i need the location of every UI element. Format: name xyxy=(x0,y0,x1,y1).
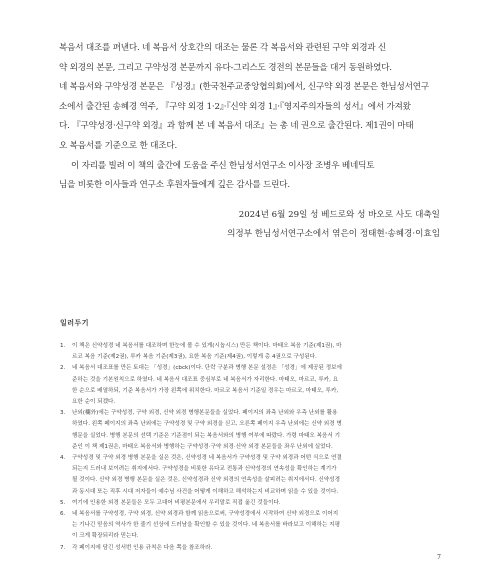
text-line: 약 외경의 본문, 그리고 구약성경 본문까지 유다-그리스도 경전의 본문들을 대거 동원하였다. xyxy=(59,62,392,73)
note-number: 3. xyxy=(60,410,66,417)
note-line: 르코 복음 기준(제2권), 루카 복음 기준(제3권), 요한 복음 기준(제4권), 이렇게 총 4권으로 구성된다. xyxy=(72,354,317,361)
note-number: 2. xyxy=(60,365,66,372)
note-text xyxy=(72,408,444,453)
note-number: 4. xyxy=(60,455,66,462)
note-item xyxy=(60,341,444,363)
note-line: 요한 순이 되겠다. xyxy=(72,399,116,406)
note-number: 1. xyxy=(60,343,66,349)
note-line: 한 순으로 배열하되, 기준 복음서가 가장 왼쪽에 위치한다. 마르코 복음서 기준일 경우는 마르코, 마태오, 루카, xyxy=(72,387,339,394)
preface-paragraph-1 xyxy=(59,39,443,157)
note-line: 난외(欄外)에는 구약성경, 구약 외경, 신약 외경 병행본문들을 실었다. 페이지의 좌측 난외와 우측 난외를 활용 xyxy=(72,410,338,417)
note-number: 7. xyxy=(60,544,66,551)
note-number: 5. xyxy=(60,499,66,506)
note-line: 이 책은 신약성경 네 복음서를 대조하며 한눈에 볼 수 있게(시놉시스) 만든 책이다. 마태오 복음 기준(제1권), 마 xyxy=(72,343,342,349)
note-line: 준하는 것을 기본원칙으로 하였다. 네 복음서 대조표 중심부로 네 복음서가 자리한다. 마태오, 마르코, 루카, 요 xyxy=(72,376,339,383)
page-number: 7 xyxy=(437,554,441,561)
note-number: 6. xyxy=(60,511,66,518)
text-line: 님을 비롯한 이사들과 연구소 후원자들에게 깊은 감사를 드린다. xyxy=(59,180,290,191)
signature-authors: 의정부 한님성서연구소에서 엮은이 정태현·송혜경·이효임 xyxy=(227,229,440,239)
note-line: 과 동시대 또는 직후 시대 저자들이 예수님 사건을 어떻게 이해하고 해석하는지 비교하며 읽을 수 있을 것이다. xyxy=(72,488,339,495)
note-line: 구약성경 및 구약 외경 병행 본문을 실은 것은, 신약성경 네 복음서가 구약성경 및 구약 외경과 어떤 식으로 연결 xyxy=(72,455,342,462)
note-text xyxy=(72,498,444,509)
note-item xyxy=(60,509,444,543)
note-item xyxy=(60,543,444,554)
note-text xyxy=(72,341,444,363)
note-text xyxy=(72,363,444,408)
signature-block xyxy=(227,206,440,244)
note-line: 준인 이 책 제1권은, 마태오 복음서와 병행하는 구약성경·구약 외경·신약 외경 본문들을 좌우 난외에 실었다. xyxy=(72,443,333,450)
text-line: 오 복음서를 기준으로 한 대조다. xyxy=(59,140,177,151)
note-line: 하였다. 왼쪽 페이지의 좌측 난외에는 구약성경 및 구약 외경을 싣고, 오른쪽 페이지 우측 난외에는 신약 외경 병 xyxy=(72,421,342,428)
preface-body xyxy=(59,39,443,196)
note-line: 행문을 실었다. 병행 본문의 선택 기준은 기준점이 되는 복음서와의 병행 여부에 따랐다. 가령 마태오 복음서 기 xyxy=(72,432,340,439)
note-line: 여기에 인용한 외경 본문들은 모두 고대어 비평본문에서 우리말로 직접 옮긴 것들이다. xyxy=(72,499,281,506)
note-line: 네 복음서를 구약성경, 구약 외경, 신약 외경과 함께 읽음으로써, 구약성경에서 시작하여 신약 외경으로 이어지 xyxy=(72,511,339,518)
note-text xyxy=(72,543,444,554)
text-line: 네 복음서와 구약성경 본문은 『성경』(한국천주교중앙협의회)에서, 신구약 외경 본문은 한님성서연구 xyxy=(59,82,429,93)
note-item xyxy=(60,453,444,498)
text-line: 다. 『구약성경·신구약 외경』과 함께 본 네 복음서 대조』는 총 네 권으로 출간된다. 제1권이 마태 xyxy=(59,121,414,132)
note-item xyxy=(60,363,444,408)
note-text xyxy=(72,453,444,498)
note-line: 될 것이다. 신약 외경 병행 본문을 실은 것은, 신약성경과 신약 외경의 연속성을 살피려는 취지에서다. 신약성경 xyxy=(72,477,340,484)
note-line: 각 페이지에 담긴 성서번 인용 규칙은 다음 쪽을 참조하라. xyxy=(72,544,213,551)
text-line: 소에서 출간된 송혜경 역주, 『구약 외경 1·2』·『신약 외경 1』·『영지주의자들의 성서』에서 가져왔 xyxy=(59,101,411,112)
text-line: 복음서 대조를 펴낸다. 네 복음서 상호간의 대조는 물론 각 복음서와 관련된 구약 외경과 신 xyxy=(59,43,387,53)
note-item xyxy=(60,498,444,509)
note-item xyxy=(60,408,444,453)
note-text xyxy=(72,509,444,543)
note-line: 네 복음서 대조표를 만든 토대는 「성경」(cbck)이다. 단락 구분과 병행 본문 설정은 「성경」에 제공된 정보에 xyxy=(72,365,342,372)
note-line: 는 기나긴 믿음의 역사가 한 줄기 선상에 드러남을 확인할 수 있을 것이다. 네 복음서를 바라보고 이해하는 지평 xyxy=(72,522,340,529)
signature-date: 2024년 6월 29일 성 베드로와 성 바오로 사도 대축일 xyxy=(238,210,440,220)
notes-section xyxy=(60,318,444,554)
note-line: 이 크게 확장되리라 믿는다. xyxy=(72,533,139,540)
notes-title: 일러두기 xyxy=(60,319,90,327)
text-line: 이 자리를 빌려 이 책의 출간에 도움을 주신 한님성서연구소 이사장 조병우 베네딕토 xyxy=(71,160,375,171)
preface-paragraph-2 xyxy=(59,157,443,196)
note-line: 되는지 드러내 보이려는 취지에서다. 구약성경을 비롯한 유다교 전통과 신약성경의 연속성을 확인하는 계기가 xyxy=(72,466,337,473)
